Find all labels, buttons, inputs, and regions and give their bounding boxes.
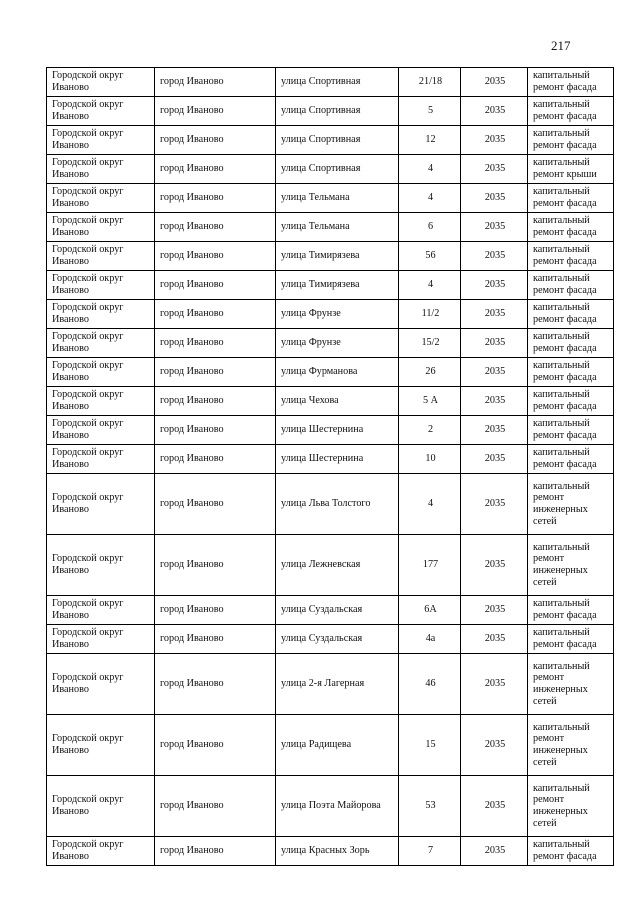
year-cell: 2035 bbox=[461, 184, 528, 213]
table-row bbox=[47, 654, 614, 715]
year-cell: 2035 bbox=[461, 625, 528, 654]
city-cell: город Иваново bbox=[155, 358, 276, 387]
table-body bbox=[47, 68, 614, 866]
table-row bbox=[47, 416, 614, 445]
house-number-cell: 6А bbox=[399, 596, 461, 625]
house-number-cell: 12 bbox=[399, 126, 461, 155]
street-cell: улица Поэта Майорова bbox=[276, 776, 399, 837]
street-cell: улица Шестернина bbox=[276, 416, 399, 445]
street-cell: улица Тельмана bbox=[276, 213, 399, 242]
year-cell: 2035 bbox=[461, 242, 528, 271]
work-type-cell: капитальный ремонт инженерных сетей bbox=[528, 776, 614, 837]
work-type-cell: капитальный ремонт инженерных сетей bbox=[528, 654, 614, 715]
district-cell: Городской округ Иваново bbox=[47, 271, 155, 300]
table-row bbox=[47, 126, 614, 155]
house-number-cell: 15/2 bbox=[399, 329, 461, 358]
year-cell: 2035 bbox=[461, 155, 528, 184]
house-number-cell: 4 bbox=[399, 474, 461, 535]
work-type-cell: капитальный ремонт фасада bbox=[528, 300, 614, 329]
house-number-cell: 10 bbox=[399, 445, 461, 474]
house-number-cell: 4а bbox=[399, 625, 461, 654]
district-cell: Городской округ Иваново bbox=[47, 155, 155, 184]
street-cell: улица Спортивная bbox=[276, 97, 399, 126]
work-type-cell: капитальный ремонт фасада bbox=[528, 97, 614, 126]
district-cell: Городской округ Иваново bbox=[47, 416, 155, 445]
house-number-cell: 177 bbox=[399, 535, 461, 596]
house-number-cell: 21/18 bbox=[399, 68, 461, 97]
table-row bbox=[47, 97, 614, 126]
district-cell: Городской округ Иваново bbox=[47, 535, 155, 596]
house-number-cell: 4 bbox=[399, 155, 461, 184]
table-row bbox=[47, 625, 614, 654]
city-cell: город Иваново bbox=[155, 97, 276, 126]
work-type-cell: капитальный ремонт фасада bbox=[528, 416, 614, 445]
district-cell: Городской округ Иваново bbox=[47, 776, 155, 837]
year-cell: 2035 bbox=[461, 535, 528, 596]
city-cell: город Иваново bbox=[155, 535, 276, 596]
street-cell: улица Фрунзе bbox=[276, 300, 399, 329]
house-number-cell: 5 bbox=[399, 97, 461, 126]
city-cell: город Иваново bbox=[155, 654, 276, 715]
district-cell: Городской округ Иваново bbox=[47, 474, 155, 535]
work-type-cell: капитальный ремонт фасада bbox=[528, 184, 614, 213]
district-cell: Городской округ Иваново bbox=[47, 387, 155, 416]
city-cell: город Иваново bbox=[155, 213, 276, 242]
city-cell: город Иваново bbox=[155, 474, 276, 535]
city-cell: город Иваново bbox=[155, 68, 276, 97]
house-number-cell: 5 А bbox=[399, 387, 461, 416]
work-type-cell: капитальный ремонт инженерных сетей bbox=[528, 474, 614, 535]
work-type-cell: капитальный ремонт фасада bbox=[528, 68, 614, 97]
house-number-cell: 6 bbox=[399, 213, 461, 242]
district-cell: Городской округ Иваново bbox=[47, 445, 155, 474]
street-cell: улица Чехова bbox=[276, 387, 399, 416]
street-cell: улица Шестернина bbox=[276, 445, 399, 474]
year-cell: 2035 bbox=[461, 416, 528, 445]
work-type-cell: капитальный ремонт инженерных сетей bbox=[528, 535, 614, 596]
city-cell: город Иваново bbox=[155, 445, 276, 474]
street-cell: улица Суздальская bbox=[276, 625, 399, 654]
table-row bbox=[47, 535, 614, 596]
work-type-cell: капитальный ремонт фасада bbox=[528, 271, 614, 300]
street-cell: улица Фурманова bbox=[276, 358, 399, 387]
year-cell: 2035 bbox=[461, 715, 528, 776]
table-row bbox=[47, 837, 614, 866]
year-cell: 2035 bbox=[461, 329, 528, 358]
district-cell: Городской округ Иваново bbox=[47, 126, 155, 155]
district-cell: Городской округ Иваново bbox=[47, 596, 155, 625]
city-cell: город Иваново bbox=[155, 416, 276, 445]
year-cell: 2035 bbox=[461, 474, 528, 535]
district-cell: Городской округ Иваново bbox=[47, 625, 155, 654]
work-type-cell: капитальный ремонт фасада bbox=[528, 126, 614, 155]
district-cell: Городской округ Иваново bbox=[47, 715, 155, 776]
repair-schedule-table bbox=[46, 67, 614, 866]
street-cell: улица Суздальская bbox=[276, 596, 399, 625]
year-cell: 2035 bbox=[461, 654, 528, 715]
work-type-cell: капитальный ремонт инженерных сетей bbox=[528, 715, 614, 776]
city-cell: город Иваново bbox=[155, 625, 276, 654]
table-row bbox=[47, 445, 614, 474]
table-row bbox=[47, 387, 614, 416]
house-number-cell: 46 bbox=[399, 654, 461, 715]
year-cell: 2035 bbox=[461, 213, 528, 242]
table-row bbox=[47, 300, 614, 329]
table-row bbox=[47, 474, 614, 535]
table-row bbox=[47, 329, 614, 358]
city-cell: город Иваново bbox=[155, 715, 276, 776]
work-type-cell: капитальный ремонт фасада bbox=[528, 242, 614, 271]
city-cell: город Иваново bbox=[155, 596, 276, 625]
district-cell: Городской округ Иваново bbox=[47, 184, 155, 213]
street-cell: улица Спортивная bbox=[276, 68, 399, 97]
city-cell: город Иваново bbox=[155, 387, 276, 416]
table-row bbox=[47, 68, 614, 97]
street-cell: улица Тимирязева bbox=[276, 242, 399, 271]
district-cell: Городской округ Иваново bbox=[47, 654, 155, 715]
work-type-cell: капитальный ремонт фасада bbox=[528, 329, 614, 358]
year-cell: 2035 bbox=[461, 271, 528, 300]
year-cell: 2035 bbox=[461, 596, 528, 625]
work-type-cell: капитальный ремонт фасада bbox=[528, 596, 614, 625]
district-cell: Городской округ Иваново bbox=[47, 300, 155, 329]
city-cell: город Иваново bbox=[155, 242, 276, 271]
city-cell: город Иваново bbox=[155, 155, 276, 184]
house-number-cell: 11/2 bbox=[399, 300, 461, 329]
house-number-cell: 7 bbox=[399, 837, 461, 866]
year-cell: 2035 bbox=[461, 445, 528, 474]
table-row bbox=[47, 213, 614, 242]
table-row bbox=[47, 271, 614, 300]
year-cell: 2035 bbox=[461, 358, 528, 387]
house-number-cell: 4 bbox=[399, 271, 461, 300]
street-cell: улица Тельмана bbox=[276, 184, 399, 213]
work-type-cell: капитальный ремонт фасада bbox=[528, 387, 614, 416]
district-cell: Городской округ Иваново bbox=[47, 837, 155, 866]
street-cell: улица Тимирязева bbox=[276, 271, 399, 300]
street-cell: улица Спортивная bbox=[276, 126, 399, 155]
house-number-cell: 53 bbox=[399, 776, 461, 837]
district-cell: Городской округ Иваново bbox=[47, 213, 155, 242]
table-row bbox=[47, 358, 614, 387]
city-cell: город Иваново bbox=[155, 271, 276, 300]
table-row bbox=[47, 242, 614, 271]
street-cell: улица Красных Зорь bbox=[276, 837, 399, 866]
table-row bbox=[47, 776, 614, 837]
house-number-cell: 15 bbox=[399, 715, 461, 776]
work-type-cell: капитальный ремонт фасада bbox=[528, 213, 614, 242]
house-number-cell: 2 bbox=[399, 416, 461, 445]
work-type-cell: капитальный ремонт фасада bbox=[528, 445, 614, 474]
street-cell: улица Льва Толстого bbox=[276, 474, 399, 535]
work-type-cell: капитальный ремонт фасада bbox=[528, 837, 614, 866]
work-type-cell: капитальный ремонт крыши bbox=[528, 155, 614, 184]
table-row bbox=[47, 184, 614, 213]
city-cell: город Иваново bbox=[155, 329, 276, 358]
street-cell: улица 2-я Лагерная bbox=[276, 654, 399, 715]
house-number-cell: 26 bbox=[399, 358, 461, 387]
table-row bbox=[47, 715, 614, 776]
work-type-cell: капитальный ремонт фасада bbox=[528, 358, 614, 387]
page-number: 217 bbox=[551, 38, 571, 53]
district-cell: Городской округ Иваново bbox=[47, 329, 155, 358]
year-cell: 2035 bbox=[461, 837, 528, 866]
year-cell: 2035 bbox=[461, 126, 528, 155]
street-cell: улица Спортивная bbox=[276, 155, 399, 184]
house-number-cell: 56 bbox=[399, 242, 461, 271]
city-cell: город Иваново bbox=[155, 776, 276, 837]
city-cell: город Иваново bbox=[155, 300, 276, 329]
table-row bbox=[47, 155, 614, 184]
street-cell: улица Лежневская bbox=[276, 535, 399, 596]
street-cell: улица Радищева bbox=[276, 715, 399, 776]
year-cell: 2035 bbox=[461, 97, 528, 126]
district-cell: Городской округ Иваново bbox=[47, 242, 155, 271]
year-cell: 2035 bbox=[461, 68, 528, 97]
work-type-cell: капитальный ремонт фасада bbox=[528, 625, 614, 654]
year-cell: 2035 bbox=[461, 300, 528, 329]
street-cell: улица Фрунзе bbox=[276, 329, 399, 358]
district-cell: Городской округ Иваново bbox=[47, 97, 155, 126]
city-cell: город Иваново bbox=[155, 126, 276, 155]
year-cell: 2035 bbox=[461, 776, 528, 837]
table-row bbox=[47, 596, 614, 625]
city-cell: город Иваново bbox=[155, 837, 276, 866]
district-cell: Городской округ Иваново bbox=[47, 68, 155, 97]
city-cell: город Иваново bbox=[155, 184, 276, 213]
district-cell: Городской округ Иваново bbox=[47, 358, 155, 387]
house-number-cell: 4 bbox=[399, 184, 461, 213]
year-cell: 2035 bbox=[461, 387, 528, 416]
